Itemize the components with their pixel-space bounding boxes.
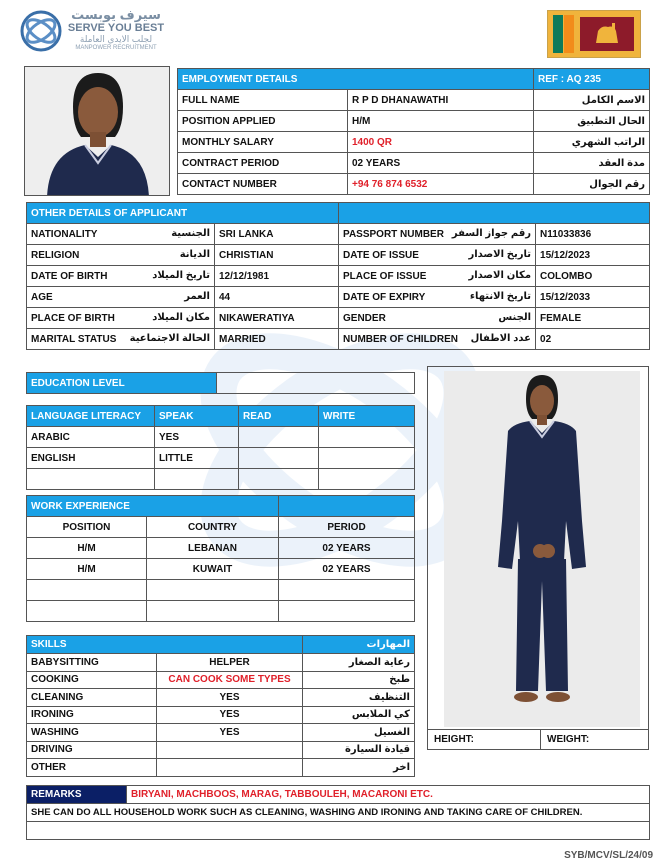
employment-field-arabic: مدة العقد xyxy=(534,153,650,174)
employment-field-label: FULL NAME xyxy=(178,90,348,111)
employment-row xyxy=(178,90,650,111)
language-cell: LITTLE xyxy=(155,448,239,469)
skill-value: YES xyxy=(157,706,303,724)
other-field-label-cell xyxy=(339,266,536,287)
other-field-label: DATE OF BIRTH xyxy=(31,270,108,282)
skill-name: CLEANING xyxy=(27,689,157,707)
logo-arabic-sub: لجلب الايدي العاملة xyxy=(79,34,153,44)
skill-row xyxy=(27,689,415,707)
logo-arabic: سيرف يوبست xyxy=(71,7,161,22)
other-field-label: MARITAL STATUS xyxy=(31,333,117,345)
skill-value: CAN COOK SOME TYPES xyxy=(157,671,303,689)
skill-name: IRONING xyxy=(27,706,157,724)
employment-field-label: CONTACT NUMBER xyxy=(178,174,348,195)
remarks-label: REMARKS xyxy=(27,786,127,804)
skill-value: HELPER xyxy=(157,654,303,672)
skill-row xyxy=(27,724,415,742)
other-field-value: 02 xyxy=(536,329,650,350)
other-field-label-cell xyxy=(339,245,536,266)
other-field-arabic: تاريخ الانتهاء xyxy=(469,291,532,302)
other-field-arabic: تاريخ الميلاد xyxy=(152,270,210,281)
language-cell xyxy=(239,469,319,490)
language-column-header: READ xyxy=(239,406,319,427)
skills-header: SKILLS xyxy=(27,636,303,654)
other-field-value: COLOMBO xyxy=(536,266,650,287)
other-field-label: PLACE OF ISSUE xyxy=(343,270,427,282)
work-column-header: PERIOD xyxy=(279,517,415,538)
employment-row xyxy=(178,174,650,195)
other-field-arabic: الجنس xyxy=(498,312,532,323)
skill-name: WASHING xyxy=(27,724,157,742)
work-experience-header-blank xyxy=(279,496,415,517)
person-full-body-icon xyxy=(444,371,640,727)
other-field-label-cell xyxy=(27,308,215,329)
skill-value: YES xyxy=(157,724,303,742)
other-field-value: 44 xyxy=(215,287,339,308)
employment-field-arabic: الراتب الشهري xyxy=(534,132,650,153)
other-field-label-cell xyxy=(27,266,215,287)
other-field-label: GENDER xyxy=(343,312,386,324)
language-column-header: WRITE xyxy=(319,406,415,427)
other-field-label: NUMBER OF CHILDREN xyxy=(343,333,459,345)
employment-row xyxy=(178,153,650,174)
language-row xyxy=(27,448,415,469)
language-row xyxy=(27,469,415,490)
employment-details-table xyxy=(177,68,650,195)
language-cell xyxy=(319,427,415,448)
language-column-header: LANGUAGE LITERACY xyxy=(27,406,155,427)
education-level-header: EDUCATION LEVEL xyxy=(27,373,217,394)
full-body-photo-frame xyxy=(427,366,649,750)
other-field-arabic: العمر xyxy=(184,291,210,302)
employment-field-label: POSITION APPLIED xyxy=(178,111,348,132)
work-cell: LEBANAN xyxy=(147,538,279,559)
other-field-arabic: تاريخ الاصدار xyxy=(468,249,532,260)
applicant-portrait xyxy=(24,66,170,196)
document-code: SYB/MCV/SL/24/09 xyxy=(564,850,653,861)
work-row xyxy=(27,538,415,559)
skill-name: DRIVING xyxy=(27,741,157,759)
skill-row xyxy=(27,706,415,724)
remarks-table xyxy=(26,785,650,840)
weight-label: WEIGHT: xyxy=(547,734,590,745)
other-field-arabic: الجنسية xyxy=(171,228,210,239)
other-field-arabic: عدد الاطفال xyxy=(470,333,532,344)
other-details-header: OTHER DETAILS OF APPLICANT xyxy=(27,203,339,224)
other-field-label-cell xyxy=(27,329,215,350)
other-field-arabic: رقم جواز السفر xyxy=(451,228,532,239)
other-field-value: FEMALE xyxy=(536,308,650,329)
other-field-label: RELIGION xyxy=(31,249,80,261)
language-row xyxy=(27,427,415,448)
sri-lanka-flag xyxy=(547,10,641,58)
skill-name: COOKING xyxy=(27,671,157,689)
language-cell: YES xyxy=(155,427,239,448)
skill-row xyxy=(27,671,415,689)
other-field-arabic: الحالة الاجتماعية xyxy=(129,333,210,344)
work-cell: H/M xyxy=(27,538,147,559)
other-field-label: PASSPORT NUMBER xyxy=(343,228,444,240)
other-details-header-blank xyxy=(339,203,650,224)
language-cell xyxy=(239,427,319,448)
skill-value xyxy=(157,741,303,759)
language-column-header: SPEAK xyxy=(155,406,239,427)
remarks-text: SHE CAN DO ALL HOUSEHOLD WORK SUCH AS CLEANING, WASHING AND IRONING AND TAKING CARE OF CHILDREN. xyxy=(27,804,650,822)
other-field-value: 12/12/1981 xyxy=(215,266,339,287)
other-details-row xyxy=(27,266,650,287)
other-field-label-cell xyxy=(339,308,536,329)
skill-row xyxy=(27,654,415,672)
employment-field-value: R P D DHANAWATHI xyxy=(348,90,534,111)
work-column-header: COUNTRY xyxy=(147,517,279,538)
other-field-label: DATE OF EXPIRY xyxy=(343,291,426,303)
skill-arabic: الغسيل xyxy=(303,724,415,742)
other-field-value: MARRIED xyxy=(215,329,339,350)
employment-field-label: MONTHLY SALARY xyxy=(178,132,348,153)
height-label: HEIGHT: xyxy=(434,734,474,745)
skill-name: BABYSITTING xyxy=(27,654,157,672)
height-cell xyxy=(428,729,541,750)
skill-arabic: طبخ xyxy=(303,671,415,689)
employment-field-arabic: الحال التطبيق xyxy=(534,111,650,132)
work-cell xyxy=(147,601,279,622)
other-field-value: CHRISTIAN xyxy=(215,245,339,266)
skills-header-arabic: المهارات xyxy=(303,636,415,654)
remarks-blank-row xyxy=(27,822,650,840)
skill-arabic: كي الملابس xyxy=(303,706,415,724)
skill-value: YES xyxy=(157,689,303,707)
remarks-highlight: BIRYANI, MACHBOOS, MARAG, TABBOULEH, MACARONI ETC. xyxy=(127,786,650,804)
language-cell xyxy=(239,448,319,469)
employment-field-value: H/M xyxy=(348,111,534,132)
employment-row xyxy=(178,132,650,153)
skill-row xyxy=(27,741,415,759)
logo-english: SERVE YOU BEST xyxy=(67,22,165,34)
employment-details-header: EMPLOYMENT DETAILS xyxy=(178,69,534,90)
other-details-row xyxy=(27,329,650,350)
language-table xyxy=(26,405,415,490)
work-row xyxy=(27,601,415,622)
work-experience-table xyxy=(26,495,415,622)
work-cell xyxy=(147,580,279,601)
skill-row xyxy=(27,759,415,777)
work-cell: 02 YEARS xyxy=(279,559,415,580)
language-cell xyxy=(319,448,415,469)
employment-field-value: +94 76 874 6532 xyxy=(348,174,534,195)
other-field-value: NIKAWERATIYA xyxy=(215,308,339,329)
education-level-value xyxy=(217,373,415,394)
work-cell xyxy=(279,601,415,622)
other-field-label: DATE OF ISSUE xyxy=(343,249,419,261)
work-cell xyxy=(27,601,147,622)
weight-cell xyxy=(541,729,648,750)
other-field-arabic: مكان الميلاد xyxy=(152,312,210,323)
other-field-label-cell xyxy=(339,329,536,350)
company-logo xyxy=(20,8,170,58)
full-body-photo xyxy=(444,371,640,727)
other-field-label: NATIONALITY xyxy=(31,228,98,240)
skill-arabic: اخر xyxy=(303,759,415,777)
other-field-label: PLACE OF BIRTH xyxy=(31,312,115,324)
employment-field-value: 02 YEARS xyxy=(348,153,534,174)
work-cell: KUWAIT xyxy=(147,559,279,580)
other-field-label: AGE xyxy=(31,291,53,303)
language-cell xyxy=(27,469,155,490)
work-experience-header: WORK EXPERIENCE xyxy=(27,496,279,517)
other-field-value: SRI LANKA xyxy=(215,224,339,245)
other-field-value: N11033836 xyxy=(536,224,650,245)
other-field-label-cell xyxy=(339,287,536,308)
work-column-header: POSITION xyxy=(27,517,147,538)
other-field-value: 15/12/2023 xyxy=(536,245,650,266)
work-row xyxy=(27,559,415,580)
skill-value xyxy=(157,759,303,777)
work-row xyxy=(27,580,415,601)
work-cell: 02 YEARS xyxy=(279,538,415,559)
other-details-table xyxy=(26,202,650,350)
logo-emblem-icon xyxy=(20,10,62,52)
language-cell xyxy=(319,469,415,490)
other-field-arabic: مكان الاصدار xyxy=(468,270,532,281)
other-details-row xyxy=(27,245,650,266)
skill-arabic: رعاية الصغار xyxy=(303,654,415,672)
reference-number: REF : AQ 235 xyxy=(534,69,650,90)
language-cell: ARABIC xyxy=(27,427,155,448)
skill-arabic: قيادة السيارة xyxy=(303,741,415,759)
work-cell xyxy=(27,580,147,601)
other-field-label-cell xyxy=(27,224,215,245)
language-cell: ENGLISH xyxy=(27,448,155,469)
other-field-arabic: الديانة xyxy=(179,249,210,260)
other-field-label-cell xyxy=(27,287,215,308)
education-table xyxy=(26,372,415,394)
employment-row xyxy=(178,111,650,132)
employment-field-arabic: رقم الجوال xyxy=(534,174,650,195)
employment-field-label: CONTRACT PERIOD xyxy=(178,153,348,174)
work-cell: H/M xyxy=(27,559,147,580)
work-cell xyxy=(279,580,415,601)
logo-tagline: MANPOWER RECRUITMENT xyxy=(75,45,157,51)
other-details-row xyxy=(27,287,650,308)
person-portrait-icon xyxy=(25,67,170,196)
skill-arabic: التنظيف xyxy=(303,689,415,707)
skill-name: OTHER xyxy=(27,759,157,777)
skills-table xyxy=(26,635,415,777)
lion-icon xyxy=(590,21,624,47)
employment-field-value: 1400 QR xyxy=(348,132,534,153)
other-details-row xyxy=(27,308,650,329)
employment-field-arabic: الاسم الكامل xyxy=(534,90,650,111)
other-field-value: 15/12/2033 xyxy=(536,287,650,308)
other-field-label-cell xyxy=(339,224,536,245)
other-field-label-cell xyxy=(27,245,215,266)
language-cell xyxy=(155,469,239,490)
other-details-row xyxy=(27,224,650,245)
